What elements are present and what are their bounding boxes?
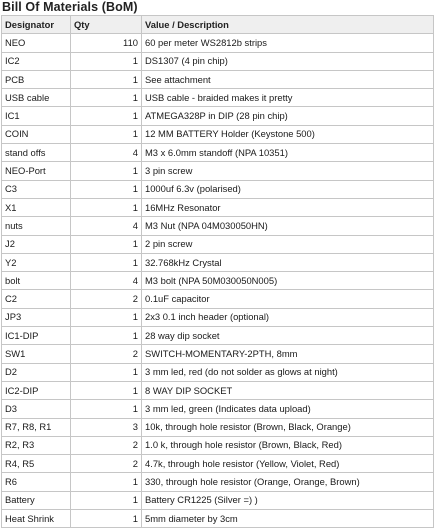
cell-qty: 110	[71, 34, 142, 52]
cell-qty: 1	[71, 125, 142, 143]
table-row	[2, 345, 434, 363]
cell-value: 5mm diameter by 3cm	[142, 510, 434, 528]
table-row	[2, 144, 434, 162]
cell-value: DS1307 (4 pin chip)	[142, 52, 434, 70]
cell-qty: 1	[71, 198, 142, 216]
header-qty: Qty	[71, 16, 142, 34]
cell-value: 0.1uF capacitor	[142, 290, 434, 308]
cell-qty: 2	[71, 290, 142, 308]
cell-value: ATMEGA328P in DIP (28 pin chip)	[142, 107, 434, 125]
cell-designator: Heat Shrink	[2, 510, 71, 528]
cell-qty: 1	[71, 327, 142, 345]
table-row	[2, 400, 434, 418]
table-row	[2, 327, 434, 345]
table-row	[2, 70, 434, 88]
cell-qty: 1	[71, 70, 142, 88]
cell-value: See attachment	[142, 70, 434, 88]
cell-designator: D2	[2, 363, 71, 381]
table-row	[2, 436, 434, 454]
cell-designator: stand offs	[2, 144, 71, 162]
table-body	[2, 34, 434, 528]
cell-qty: 1	[71, 510, 142, 528]
cell-designator: bolt	[2, 272, 71, 290]
cell-value: 28 way dip socket	[142, 327, 434, 345]
cell-qty: 3	[71, 418, 142, 436]
cell-value: 10k, through hole resistor (Brown, Black, Orange)	[142, 418, 434, 436]
cell-designator: C2	[2, 290, 71, 308]
table-row	[2, 198, 434, 216]
cell-qty: 1	[71, 180, 142, 198]
table-row	[2, 381, 434, 399]
cell-value: 3 pin screw	[142, 162, 434, 180]
table-row	[2, 52, 434, 70]
table-row	[2, 89, 434, 107]
cell-value: 1.0 k, through hole resistor (Brown, Black, Red)	[142, 436, 434, 454]
table-row	[2, 162, 434, 180]
cell-designator: R4, R5	[2, 455, 71, 473]
cell-qty: 1	[71, 89, 142, 107]
cell-designator: Y2	[2, 253, 71, 271]
table-row	[2, 290, 434, 308]
cell-designator: R7, R8, R1	[2, 418, 71, 436]
page-title: Bill Of Materials (BoM)	[2, 0, 138, 14]
cell-qty: 1	[71, 235, 142, 253]
cell-value: 3 mm led, green (Indicates data upload)	[142, 400, 434, 418]
cell-designator: NEO-Port	[2, 162, 71, 180]
cell-value: Battery CR1225 (Silver =) )	[142, 491, 434, 509]
cell-value: M3 bolt (NPA 50M030050N005)	[142, 272, 434, 290]
table-row	[2, 235, 434, 253]
table-row	[2, 308, 434, 326]
table-row	[2, 217, 434, 235]
cell-value: 3 mm led, red (do not solder as glows at night)	[142, 363, 434, 381]
cell-designator: R2, R3	[2, 436, 71, 454]
table-row	[2, 418, 434, 436]
cell-designator: nuts	[2, 217, 71, 235]
cell-qty: 2	[71, 436, 142, 454]
cell-designator: JP3	[2, 308, 71, 326]
cell-value: 2 pin screw	[142, 235, 434, 253]
cell-qty: 1	[71, 253, 142, 271]
cell-designator: D3	[2, 400, 71, 418]
table-row	[2, 34, 434, 52]
cell-qty: 4	[71, 272, 142, 290]
cell-qty: 1	[71, 363, 142, 381]
cell-designator: R6	[2, 473, 71, 491]
table-row	[2, 107, 434, 125]
cell-qty: 1	[71, 473, 142, 491]
cell-designator: PCB	[2, 70, 71, 88]
cell-qty: 1	[71, 308, 142, 326]
cell-qty: 4	[71, 144, 142, 162]
cell-qty: 2	[71, 455, 142, 473]
cell-designator: J2	[2, 235, 71, 253]
cell-value: 4.7k, through hole resistor (Yellow, Violet, Red)	[142, 455, 434, 473]
cell-value: 2x3 0.1 inch header (optional)	[142, 308, 434, 326]
cell-value: 1000uf 6.3v (polarised)	[142, 180, 434, 198]
table-row	[2, 180, 434, 198]
table-row	[2, 125, 434, 143]
cell-value: USB cable - braided makes it pretty	[142, 89, 434, 107]
cell-designator: IC1-DIP	[2, 327, 71, 345]
table-row	[2, 473, 434, 491]
cell-qty: 2	[71, 345, 142, 363]
cell-value: 16MHz Resonator	[142, 198, 434, 216]
cell-qty: 1	[71, 162, 142, 180]
cell-designator: NEO	[2, 34, 71, 52]
cell-value: 330, through hole resistor (Orange, Orange, Brown)	[142, 473, 434, 491]
cell-value: M3 Nut (NPA 04M030050HN)	[142, 217, 434, 235]
table-row	[2, 363, 434, 381]
table-row	[2, 455, 434, 473]
table-row	[2, 253, 434, 271]
cell-designator: IC2	[2, 52, 71, 70]
table-header-row	[2, 16, 434, 34]
cell-value: M3 x 6.0mm standoff (NPA 10351)	[142, 144, 434, 162]
cell-designator: X1	[2, 198, 71, 216]
cell-designator: IC1	[2, 107, 71, 125]
cell-designator: IC2-DIP	[2, 381, 71, 399]
table-row	[2, 272, 434, 290]
cell-designator: SW1	[2, 345, 71, 363]
cell-qty: 1	[71, 107, 142, 125]
cell-qty: 1	[71, 52, 142, 70]
header-designator: Designator	[2, 16, 71, 34]
cell-value: 8 WAY DIP SOCKET	[142, 381, 434, 399]
cell-designator: COIN	[2, 125, 71, 143]
cell-qty: 4	[71, 217, 142, 235]
cell-value: SWITCH-MOMENTARY-2PTH, 8mm	[142, 345, 434, 363]
cell-qty: 1	[71, 381, 142, 399]
cell-value: 60 per meter WS2812b strips	[142, 34, 434, 52]
cell-value: 12 MM BATTERY Holder (Keystone 500)	[142, 125, 434, 143]
cell-value: 32.768kHz Crystal	[142, 253, 434, 271]
cell-qty: 1	[71, 491, 142, 509]
cell-designator: Battery	[2, 491, 71, 509]
cell-designator: C3	[2, 180, 71, 198]
table-row	[2, 491, 434, 509]
bom-table	[1, 15, 434, 528]
header-value: Value / Description	[142, 16, 434, 34]
cell-designator: USB cable	[2, 89, 71, 107]
table-row	[2, 510, 434, 528]
cell-qty: 1	[71, 400, 142, 418]
